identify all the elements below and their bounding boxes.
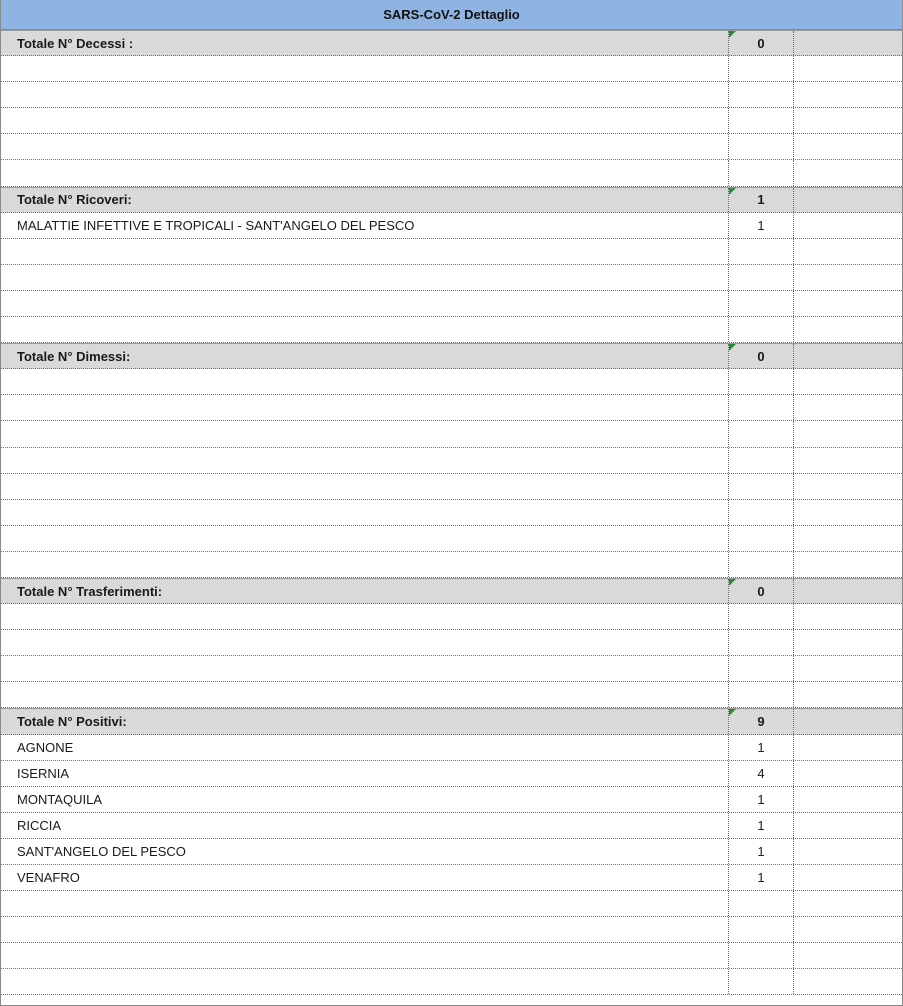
empty-cell[interactable]	[793, 813, 902, 838]
section-total-value: 1	[757, 192, 765, 208]
empty-cell[interactable]	[793, 839, 902, 864]
empty-cell[interactable]	[1, 500, 728, 525]
empty-row[interactable]	[1, 500, 902, 526]
section-label[interactable]: Totale N° Ricoveri:	[17, 192, 132, 208]
empty-cell[interactable]	[793, 656, 902, 681]
empty-cell[interactable]	[793, 188, 902, 212]
row-label[interactable]: MALATTIE INFETTIVE E TROPICALI - SANT'ANGELO DEL PESCO	[17, 217, 415, 233]
empty-cell[interactable]	[793, 317, 902, 342]
row-label[interactable]: SANT'ANGELO DEL PESCO	[17, 843, 186, 859]
empty-cell[interactable]	[728, 317, 793, 342]
empty-cell[interactable]	[793, 969, 902, 994]
section-label[interactable]: Totale N° Trasferimenti:	[17, 583, 163, 599]
empty-cell[interactable]	[1, 891, 728, 916]
row-value[interactable]: 1	[728, 865, 793, 890]
comment-flag-icon	[729, 344, 736, 351]
empty-cell[interactable]	[1, 317, 728, 342]
empty-row[interactable]	[1, 421, 902, 447]
section-header-decessi[interactable]	[1, 30, 902, 56]
empty-row[interactable]	[1, 317, 902, 343]
empty-cell[interactable]	[793, 579, 902, 603]
empty-row[interactable]	[1, 291, 902, 317]
empty-cell[interactable]	[793, 160, 902, 185]
empty-cell[interactable]	[793, 552, 902, 577]
empty-cell[interactable]	[793, 891, 902, 916]
row-value[interactable]: 4	[728, 761, 793, 786]
empty-cell[interactable]	[728, 134, 793, 159]
empty-row[interactable]	[1, 160, 902, 186]
empty-cell[interactable]	[1, 552, 728, 577]
empty-cell[interactable]	[728, 891, 793, 916]
empty-cell[interactable]	[728, 160, 793, 185]
section-total[interactable]	[728, 31, 793, 55]
section-label[interactable]: Totale N° Dimessi:	[17, 348, 131, 364]
empty-cell[interactable]	[793, 630, 902, 655]
empty-cell[interactable]	[793, 31, 902, 55]
empty-cell[interactable]	[793, 500, 902, 525]
empty-cell[interactable]	[793, 735, 902, 760]
empty-cell[interactable]	[793, 865, 902, 890]
section-total-value: 0	[757, 35, 765, 51]
section-total-value: 0	[757, 348, 765, 364]
empty-row[interactable]	[1, 943, 902, 969]
empty-row[interactable]	[1, 552, 902, 578]
empty-cell[interactable]	[728, 500, 793, 525]
empty-cell[interactable]	[1, 656, 728, 681]
empty-cell[interactable]	[793, 448, 902, 473]
empty-row[interactable]	[1, 969, 902, 995]
empty-cell[interactable]	[1, 239, 728, 264]
empty-cell[interactable]	[793, 682, 902, 707]
empty-row[interactable]	[1, 891, 902, 917]
empty-cell[interactable]	[1, 108, 728, 133]
empty-cell[interactable]	[728, 265, 793, 290]
empty-cell[interactable]	[1, 969, 728, 994]
comment-flag-icon	[729, 579, 736, 586]
empty-row[interactable]	[1, 265, 902, 291]
row-value[interactable]: 1	[728, 839, 793, 864]
row-value[interactable]: 1	[728, 813, 793, 838]
empty-row[interactable]	[1, 82, 902, 108]
table-row[interactable]	[1, 865, 902, 891]
empty-cell[interactable]	[793, 82, 902, 107]
row-label[interactable]: RICCIA	[17, 817, 62, 833]
empty-cell[interactable]	[793, 239, 902, 264]
row-value[interactable]: 1	[728, 213, 793, 238]
comment-flag-icon	[729, 31, 736, 38]
section-total[interactable]	[728, 709, 793, 733]
empty-cell[interactable]	[793, 56, 902, 81]
empty-cell[interactable]	[728, 474, 793, 499]
section-header-positivi[interactable]	[1, 708, 902, 734]
empty-cell[interactable]	[728, 369, 793, 394]
empty-row[interactable]	[1, 656, 902, 682]
empty-row[interactable]	[1, 239, 902, 265]
table-row[interactable]	[1, 213, 902, 239]
empty-cell[interactable]	[728, 969, 793, 994]
empty-cell[interactable]	[793, 344, 902, 368]
row-label[interactable]: MONTAQUILA	[17, 791, 102, 807]
table-row[interactable]	[1, 839, 902, 865]
empty-cell[interactable]	[1, 291, 728, 316]
empty-row[interactable]	[1, 134, 902, 160]
section-total-value: 0	[757, 583, 765, 599]
empty-cell[interactable]	[728, 943, 793, 968]
row-value[interactable]: 1	[728, 787, 793, 812]
empty-cell[interactable]	[1, 369, 728, 394]
sheet-title: SARS-CoV-2 Dettaglio	[1, 0, 902, 30]
empty-row[interactable]	[1, 369, 902, 395]
empty-cell[interactable]	[728, 291, 793, 316]
empty-cell[interactable]	[793, 134, 902, 159]
empty-cell[interactable]	[728, 82, 793, 107]
empty-row[interactable]	[1, 526, 902, 552]
empty-row[interactable]	[1, 604, 902, 630]
empty-cell[interactable]	[793, 917, 902, 942]
table-row[interactable]	[1, 813, 902, 839]
row-label[interactable]: AGNONE	[17, 739, 74, 755]
section-label[interactable]: Totale N° Positivi:	[17, 713, 127, 729]
empty-cell[interactable]	[1, 630, 728, 655]
empty-cell[interactable]	[728, 56, 793, 81]
section-total-value: 9	[757, 713, 765, 729]
section-header-ricoveri[interactable]	[1, 187, 902, 213]
empty-cell[interactable]	[1, 56, 728, 81]
empty-cell[interactable]	[793, 421, 902, 446]
empty-cell[interactable]	[793, 395, 902, 420]
section-total[interactable]	[728, 188, 793, 212]
empty-row[interactable]	[1, 682, 902, 708]
empty-cell[interactable]	[728, 604, 793, 629]
section-total[interactable]	[728, 344, 793, 368]
section-header-trasferimenti[interactable]	[1, 578, 902, 604]
table-row[interactable]	[1, 735, 902, 761]
table-row[interactable]	[1, 787, 902, 813]
empty-cell[interactable]	[793, 108, 902, 133]
empty-cell[interactable]	[728, 630, 793, 655]
empty-cell[interactable]	[793, 265, 902, 290]
empty-cell[interactable]	[1, 526, 728, 551]
empty-cell[interactable]	[1, 421, 728, 446]
empty-cell[interactable]	[1, 265, 728, 290]
empty-cell[interactable]	[1, 160, 728, 185]
empty-cell[interactable]	[793, 787, 902, 812]
empty-cell[interactable]	[793, 291, 902, 316]
empty-cell[interactable]	[728, 395, 793, 420]
empty-cell[interactable]	[728, 526, 793, 551]
row-label[interactable]: ISERNIA	[17, 765, 70, 781]
table-body	[1, 30, 902, 995]
empty-cell[interactable]	[1, 604, 728, 629]
empty-cell[interactable]	[1, 448, 728, 473]
empty-cell[interactable]	[1, 943, 728, 968]
section-total[interactable]	[728, 579, 793, 603]
empty-cell[interactable]	[793, 604, 902, 629]
row-label[interactable]: VENAFRO	[17, 870, 80, 886]
empty-cell[interactable]	[793, 213, 902, 238]
empty-cell[interactable]	[728, 682, 793, 707]
empty-cell[interactable]	[728, 108, 793, 133]
empty-row[interactable]	[1, 917, 902, 943]
empty-cell[interactable]	[793, 474, 902, 499]
section-header-dimessi[interactable]	[1, 343, 902, 369]
section-label[interactable]: Totale N° Decessi :	[17, 35, 134, 51]
empty-cell[interactable]	[1, 134, 728, 159]
empty-cell[interactable]	[1, 82, 728, 107]
empty-cell[interactable]	[728, 552, 793, 577]
empty-cell[interactable]	[1, 474, 728, 499]
comment-flag-icon	[729, 188, 736, 195]
empty-row[interactable]	[1, 395, 902, 421]
empty-cell[interactable]	[793, 709, 902, 733]
empty-cell[interactable]	[728, 448, 793, 473]
empty-row[interactable]	[1, 630, 902, 656]
table-row[interactable]	[1, 761, 902, 787]
empty-row[interactable]	[1, 474, 902, 500]
empty-cell[interactable]	[728, 917, 793, 942]
empty-cell[interactable]	[793, 369, 902, 394]
empty-row[interactable]	[1, 108, 902, 134]
comment-flag-icon	[729, 709, 736, 716]
empty-cell[interactable]	[1, 395, 728, 420]
empty-cell[interactable]	[1, 682, 728, 707]
empty-row[interactable]	[1, 56, 902, 82]
empty-cell[interactable]	[793, 761, 902, 786]
empty-row[interactable]	[1, 448, 902, 474]
empty-cell[interactable]	[728, 239, 793, 264]
row-value[interactable]: 1	[728, 735, 793, 760]
empty-cell[interactable]	[728, 656, 793, 681]
empty-cell[interactable]	[793, 943, 902, 968]
empty-cell[interactable]	[728, 421, 793, 446]
empty-cell[interactable]	[1, 917, 728, 942]
empty-cell[interactable]	[793, 526, 902, 551]
